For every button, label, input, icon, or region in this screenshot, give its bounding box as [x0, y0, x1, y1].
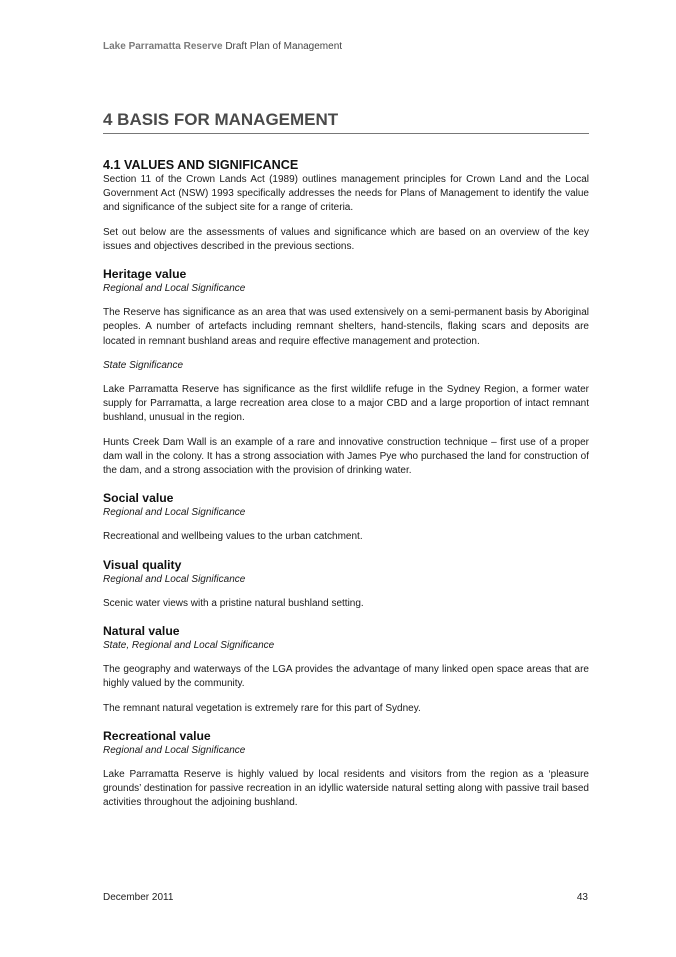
- heritage-significance-regional: Regional and Local Significance: [103, 283, 246, 295]
- header-doc-title: Draft Plan of Management: [225, 41, 343, 52]
- heritage-paragraph-1: The Reserve has significance as an area that was used extensively on a semi-permanent basis by Aboriginal peoples. A number of artefacts including remnant shelters, hand-stencils, flaking scars and deposits are located in remnant bushland areas and require effective management and protection.: [103, 307, 589, 347]
- running-header: [103, 41, 342, 52]
- section-title: 4.1 VALUES AND SIGNIFICANCE: [103, 158, 299, 172]
- intro-paragraph-1: Section 11 of the Crown Lands Act (1989) outlines management principles for Crown Land and the Local Government Act (NSW) 1993 specifically addresses the needs for Plans of Management to identify the value and significance of the subject site for a range of criteria.: [103, 174, 589, 214]
- social-heading: Social value: [103, 491, 174, 506]
- visual-significance: Regional and Local Significance: [103, 573, 246, 585]
- natural-significance: State, Regional and Local Significance: [103, 640, 275, 652]
- visual-heading: Visual quality: [103, 557, 182, 572]
- natural-paragraph-1: The geography and waterways of the LGA provides the advantage of many linked open space areas that are highly valued by the community.: [103, 664, 589, 690]
- natural-heading: Natural value: [103, 624, 180, 639]
- recreational-paragraph: Lake Parramatta Reserve is highly valued by local residents and visitors from the region as a ‘pleasure grounds’ destination for passive recreation in an idyllic waterside natural setting along with passive trail based activities throughout the adjoining bushland.: [103, 769, 589, 809]
- recreational-significance: Regional and Local Significance: [103, 744, 246, 756]
- heritage-significance-state: State Significance: [103, 359, 184, 371]
- recreational-heading: Recreational value: [103, 728, 211, 743]
- intro-paragraph-2: Set out below are the assessments of values and significance which are based on an overview of the key issues and objectives described in the previous sections.: [103, 226, 589, 252]
- header-reserve-name: Lake Parramatta Reserve: [103, 41, 223, 52]
- footer-date: December 2011: [103, 892, 174, 903]
- heritage-heading: Heritage value: [103, 267, 187, 282]
- visual-paragraph: Scenic water views with a pristine natural bushland setting.: [103, 597, 364, 609]
- social-paragraph: Recreational and wellbeing values to the urban catchment.: [103, 531, 363, 543]
- social-significance: Regional and Local Significance: [103, 507, 246, 519]
- heritage-paragraph-3: Hunts Creek Dam Wall is an example of a rare and innovative construction technique – first use of a proper dam wall in the colony. It has a strong association with James Pye who purchased the land for construction of the dam, and a strong association with the provision of drinking water.: [103, 436, 589, 477]
- page-content: [103, 158, 589, 821]
- chapter-title: 4 BASIS FOR MANAGEMENT: [103, 110, 589, 134]
- heritage-paragraph-2: Lake Parramatta Reserve has significance as the first wildlife refuge in the Sydney Region, a former water supply for Parramatta, a large recreation area close to a major CBD and a large proportion of intact remnant bushland, unusual in the region.: [103, 384, 589, 424]
- natural-paragraph-2: The remnant natural vegetation is extremely rare for this part of Sydney.: [103, 702, 421, 714]
- footer-page-number: 43: [576, 892, 588, 903]
